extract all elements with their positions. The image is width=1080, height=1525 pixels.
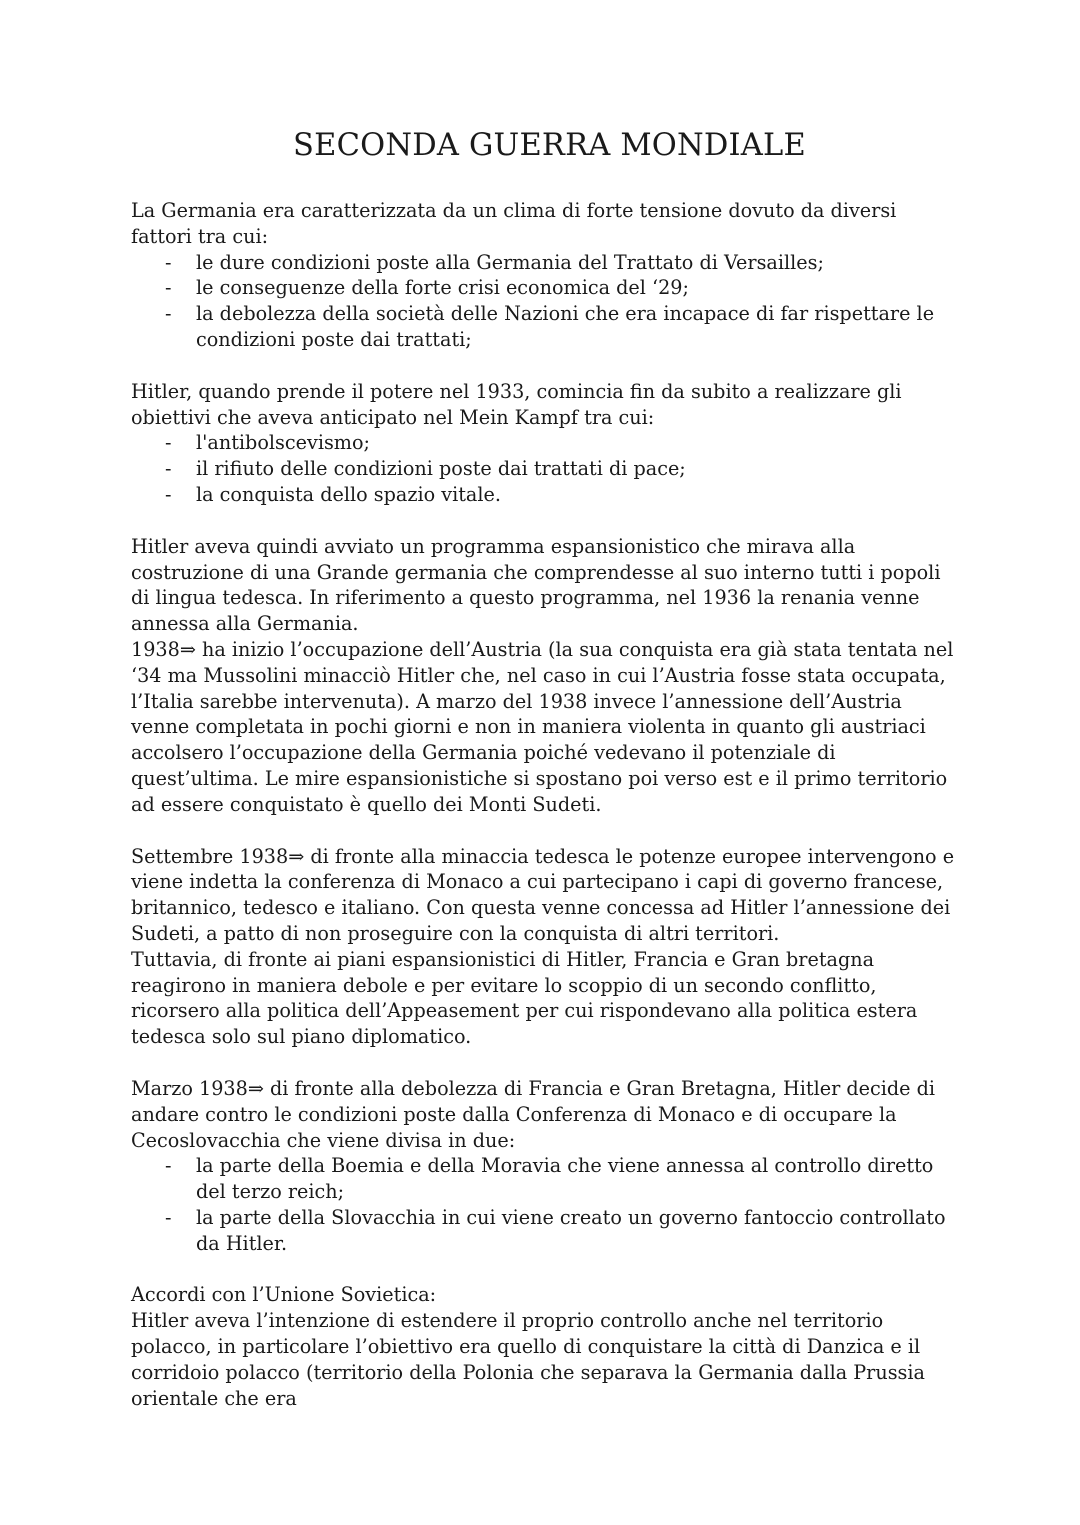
paragraph: Marzo 1938⇒ di fronte alla debolezza di Francia e Gran Bretagna, Hitler decide di andare contro le condizioni poste dalla Conferenza di Monaco e di occupare la Cecoslovacchia che viene divisa in due: bbox=[131, 1076, 936, 1152]
section-soviet-agreements bbox=[131, 1282, 960, 1411]
paragraph: Hitler aveva l’intenzione di estendere il proprio controllo anche nel territorio polacco, in particolare l’obiettivo era quello di conquistare la città di Danzica e il corridoio polacco (territorio della Polonia che separava la Germania dalla Prussia orientale che era bbox=[131, 1309, 925, 1410]
list-item: - la debolezza della società delle Nazioni che era incapace di far rispettare le condizioni poste dai trattati; bbox=[196, 301, 960, 353]
list-item: - l'antibolscevismo; bbox=[196, 430, 960, 456]
paragraph: 1938⇒ ha inizio l’occupazione dell’Austria (la sua conquista era già stata tentata nel ‘34 ma Mussolini minacciò Hitler che, nel caso in cui l’Austria fosse stata occupata, l’Italia sarebbe intervenuta). A marzo del 1938 invece l’annessione dell’Austria venne completata in pochi giorni e non in maniera violenta in quanto gli austriaci accolsero l’occupazione della Germania poiché vedevano il potenziale di quest’ultima. Le mire espansionistiche si spostano poi verso est e il primo territorio ad essere conquistato è quello dei Monti Sudeti. bbox=[131, 637, 954, 816]
list-item: - le conseguenze della forte crisi economica del ‘29; bbox=[196, 275, 960, 301]
section-czechoslovakia bbox=[131, 1076, 960, 1257]
list-item: - la parte della Slovacchia in cui viene creato un governo fantoccio controllato da Hitler. bbox=[196, 1205, 960, 1257]
paragraph: Hitler aveva quindi avviato un programma espansionistico che mirava alla costruzione di una Grande germania che comprendesse al suo interno tutti i popoli di lingua tedesca. In riferimento a questo programma, nel 1936 la renania venne annessa alla Germania. bbox=[131, 534, 941, 636]
section-expansion bbox=[131, 534, 960, 818]
section-hitler-objectives bbox=[131, 379, 960, 508]
section-heading: Accordi con l’Unione Sovietica: bbox=[131, 1283, 437, 1307]
bullet-list bbox=[131, 1153, 960, 1256]
bullet-list bbox=[131, 250, 960, 353]
bullet-list bbox=[131, 430, 960, 507]
page-title: SECONDA GUERRA MONDIALE bbox=[293, 128, 806, 163]
list-item: - le dure condizioni poste alla Germania del Trattato di Versailles; bbox=[196, 250, 960, 276]
section-causes bbox=[131, 198, 960, 353]
section-munich-conference bbox=[131, 844, 960, 1050]
list-item: - il rifiuto delle condizioni poste dai trattati di pace; bbox=[196, 456, 960, 482]
paragraph: Tuttavia, di fronte ai piani espansionistici di Hitler, Francia e Gran bretagna reagirono in maniera debole e per evitare lo scoppio di un secondo conflitto, ricorsero alla politica dell’Appeasement per cui rispondevano alla politica estera tedesca solo sul piano diplomatico. bbox=[131, 947, 918, 1049]
list-item: - la parte della Boemia e della Moravia che viene annessa al controllo diretto del terzo reich; bbox=[196, 1153, 960, 1205]
paragraph: Settembre 1938⇒ di fronte alla minaccia tedesca le potenze europee intervengono e viene indetta la conferenza di Monaco a cui partecipano i capi di governo francese, britannico, tedesco e italiano. Con questa venne concessa ad Hitler l’annessione dei Sudeti, a patto di non proseguire con la conquista di altri territori. bbox=[131, 844, 955, 945]
paragraph: La Germania era caratterizzata da un clima di forte tensione dovuto da diversi fattori tra cui: bbox=[131, 199, 897, 248]
paragraph: Hitler, quando prende il potere nel 1933, comincia fin da subito a realizzare gli obiettivi che aveva anticipato nel Mein Kampf tra cui: bbox=[131, 379, 902, 429]
list-item: - la conquista dello spazio vitale. bbox=[196, 482, 960, 508]
